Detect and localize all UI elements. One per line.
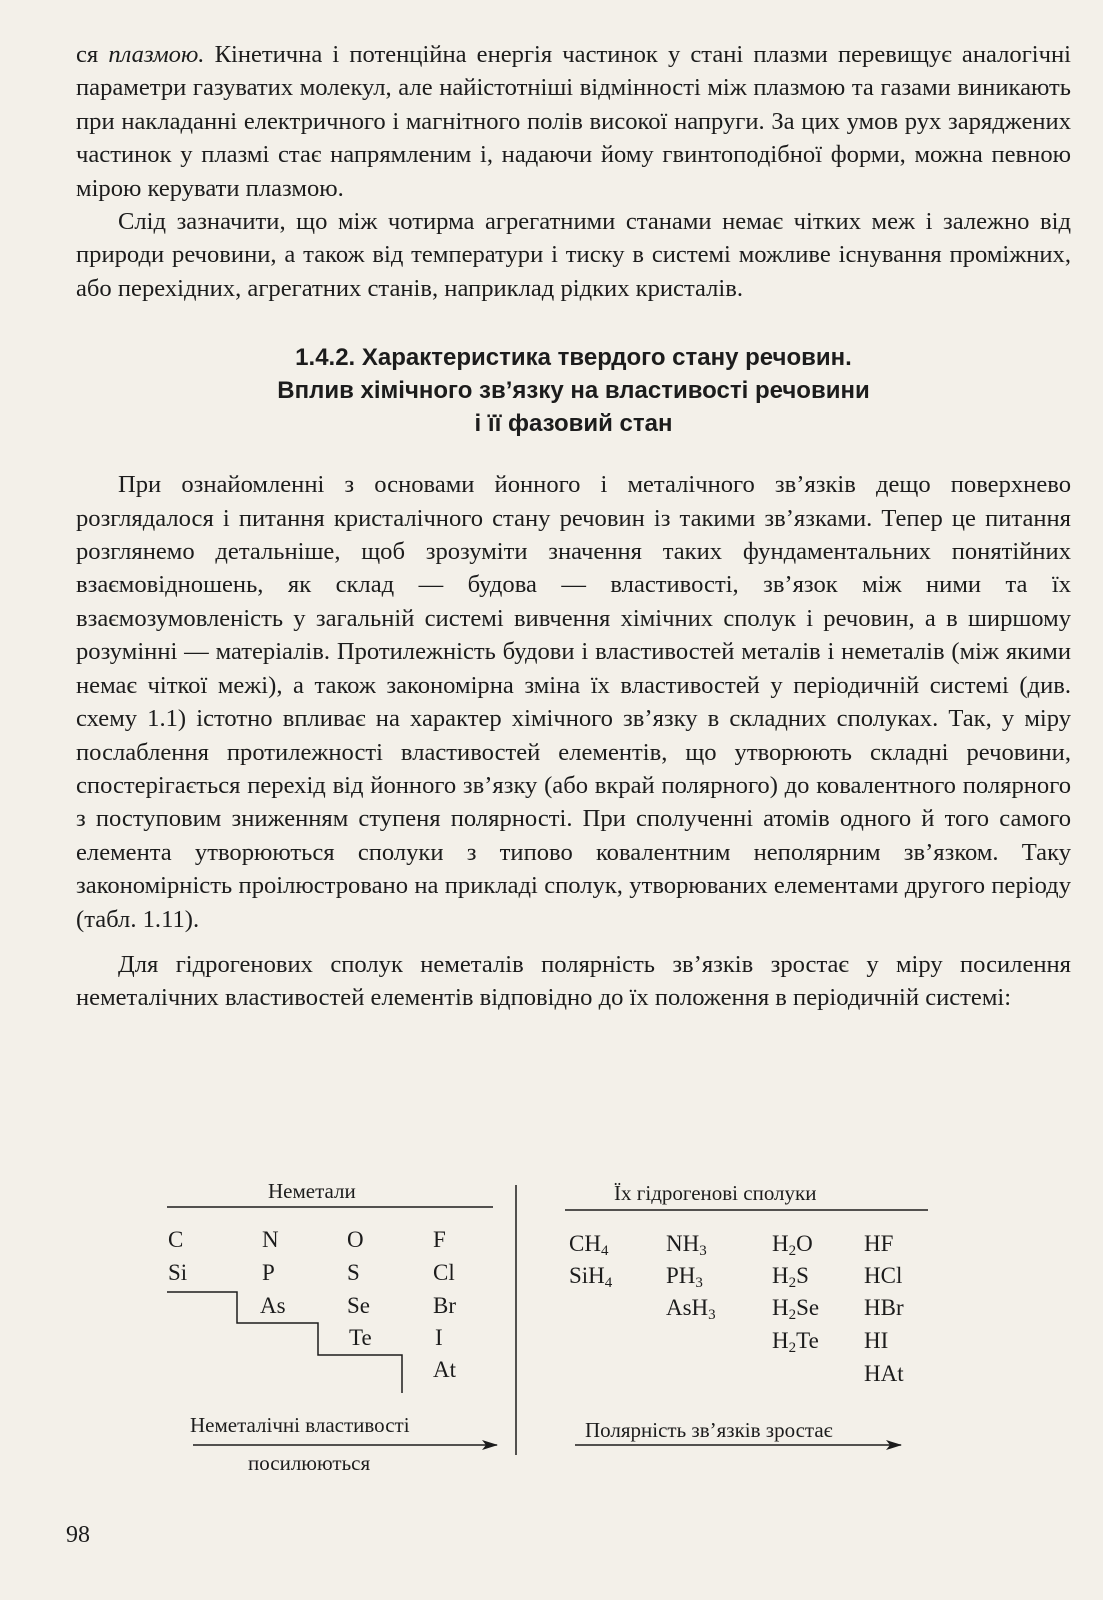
element-s: S — [347, 1260, 360, 1285]
heading-line-3: і її фазовий стан — [474, 410, 673, 438]
compound-h2se: $H_2Se$ — [772, 1295, 820, 1323]
compound-ch4: $CH_4$ — [569, 1231, 609, 1259]
compound-sih4: SiH$_4$ — [569, 1263, 613, 1291]
section-heading — [76, 341, 1071, 440]
element-at: At — [433, 1357, 456, 1382]
compound-hi: HI — [864, 1328, 889, 1353]
heading-line-1: 1.4.2. Характеристика твердого стану речовин. — [295, 344, 852, 372]
page-body — [76, 38, 1071, 1015]
left-arrow-label-line-1: Неметалічні властивості — [190, 1413, 410, 1437]
element-se: Se — [347, 1293, 370, 1318]
paragraph-solid-state: При ознайомленні з основами йонного і металічного зв’язків дещо поверхнево розглядалося і питання кристалічного стану речовин із такими зв’язками. Тепер це питання розглянемо детальніше, щоб зрозуміти значення таких фундаментальних понятійних взаємовідношень, як склад — будова — властивості, зв’язок між ними та їх взаємозумовленість у загальній системі вивчення хімічних сполук і речовин, а в ширшому розумінні — матеріалів. Протилежність будови і властивостей металів і неметалів (між якими немає чіткої межі), а також закономірна зміна їх властивостей у періодичній системі (див. схему 1.1) істотно впливає на характер хімічного зв’язку в складних сполуках. Так, у міру послаблення протилежності властивостей елементів, що утворюють складні речовини, спостерігається перехід від йонного зв’язку (або вкрай полярного) до ковалентного полярного з поступовим зниженням ступеня полярності. При сполученні атомів одного й того самого елемента утворюються сполуки з типово ковалентним неполярним зв’язком. Таку закономірність проілюстровано на прикладі сполук, утворюваних елементами другого періоду (табл. 1.11). — [76, 471, 1071, 933]
right-title: Їх гідрогенові сполуки — [614, 1181, 817, 1205]
compound-ph3: $PH_3$ — [666, 1263, 703, 1291]
compound-hcl: HCl — [864, 1263, 903, 1288]
heading-line-2: Вплив хімічного зв’язку на властивості речовини — [277, 377, 870, 405]
element-cl: Cl — [433, 1260, 455, 1285]
paragraph-aggregate-states: Слід зазначити, що між чотирма агрегатними станами немає чітких меж і залежно від природи речовини, а також від температури і тиску в системі можливе існування проміжних, або перехідних, агрегатних станів, наприклад рідких кристалів. — [76, 208, 1071, 302]
paragraph-plasma: ся плазмою. Кінетична і потенційна енергія частинок у стані плазми перевищує аналогічні параметри газуватих молекул, але найістотніші відмінності між плазмою та газами виникають при накладанні електричного і магнітного полів високої напруги. За цих умов рух заряджених частинок у плазмі стає напрямленим і, надаючи йому гвинтоподібної форми, можна певною мірою керувати плазмою. — [76, 41, 1071, 202]
compound-h2o: $H_2O$ — [772, 1231, 813, 1259]
paragraph-hydrogen-compounds: Для гідрогенових сполук неметалів полярність зв’язків зростає у міру посилення неметалічних властивостей елементів відповідно до їх положення в періодичній системі: — [76, 950, 1071, 1012]
scheme-lines — [0, 1155, 1103, 1485]
left-title: Неметали — [268, 1179, 356, 1203]
compound-nh3: $NH_3$ — [666, 1231, 707, 1259]
compound-hf: HF — [864, 1231, 894, 1256]
element-te: Te — [349, 1325, 372, 1350]
element-n: N — [262, 1227, 279, 1252]
element-i: I — [435, 1325, 443, 1350]
compound-h2s: $H_2S$ — [772, 1263, 809, 1291]
italic-term: плазмою. — [108, 41, 205, 68]
polarity-scheme — [0, 1155, 1103, 1485]
right-arrow-label: Полярність зв’язків зростає — [585, 1418, 833, 1442]
compound-hat: HAt — [864, 1361, 904, 1386]
element-br: Br — [433, 1293, 456, 1318]
element-f: F — [433, 1227, 446, 1252]
page-number: 98 — [66, 1522, 90, 1548]
element-c: C — [168, 1227, 184, 1252]
element-p: P — [262, 1260, 275, 1285]
element-as: As — [260, 1293, 286, 1318]
left-arrow-label-line-2: посилюються — [248, 1451, 371, 1475]
compound-ash3: AsH$_3$ — [666, 1295, 716, 1323]
element-o: O — [347, 1227, 364, 1252]
element-si: Si — [168, 1260, 188, 1285]
compound-h2te: $H_2Te$ — [772, 1328, 819, 1356]
compound-hbr: HBr — [864, 1295, 904, 1320]
